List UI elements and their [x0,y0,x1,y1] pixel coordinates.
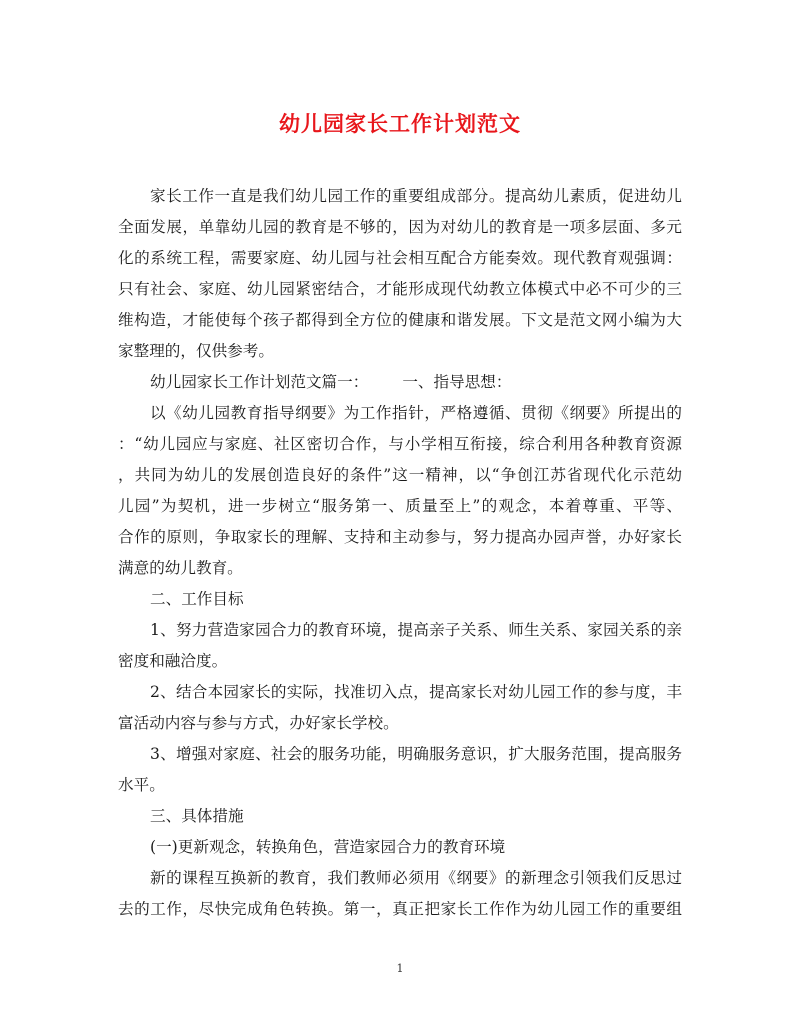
plan-header-line [118,367,682,398]
intro-line: 只有社会、家庭、幼儿园紧密结合，才能形成现代幼教立体模式中必不可少的三 [118,280,682,298]
measures-line: 新的课程互换新的教育，我们教师必须用《纲要》的新理念引领我们反思过 [150,869,682,887]
page-number: 1 [396,962,404,975]
guiding-line: 儿园”为契机，进一步树立“服务第一、质量至上”的观念，本着尊重、平等、 [118,497,682,515]
goal-line: 1、努力营造家园合力的教育环境，提高亲子关系、师生关系、家园关系的亲 [150,621,682,639]
goal-line: 2、结合本园家长的实际，找准切入点，提高家长对幼儿园工作的参与度，丰 [150,683,682,701]
guiding-line: ：“幼儿园应与家庭、社区密切合作，与小学相互衔接，综合利用各种教育资源 [118,435,682,453]
guiding-line: 合作的原则，争取家长的理解、支持和主动参与，努力提高办园声誉，办好家长 [118,528,682,546]
plan-header-label: 幼儿园家长工作计划范文篇一： [150,373,369,391]
guiding-line: 满意的幼儿教育。 [118,559,243,577]
goal-line: 富活动内容与参与方式，办好家长学校。 [118,714,399,732]
intro-line: 全面发展，单靠幼儿园的教育是不够的，因为对幼儿的教育是一项多层面、多元 [118,218,682,236]
guiding-heading: 一、指导思想： [402,373,512,391]
goal-line: 水平。 [118,776,165,794]
intro-line: 化的系统工程，需要家庭、幼儿园与社会相互配合方能奏效。现代教育观强调： [118,249,682,267]
measures-line: 去的工作，尽快完成角色转换。第一，真正把家长工作作为幼儿园工作的重要组 [118,900,682,918]
intro-line: 家整理的，仅供参考。 [118,342,274,360]
guiding-line: ，共同为幼儿的发展创造良好的条件”这一精神，以“争创江苏省现代化示范幼 [118,466,682,484]
intro-line: 维构造，才能使每个孩子都得到全方位的健康和谐发展。下文是范文网小编为大 [118,311,682,329]
measures-heading: 三、具体措施 [150,807,244,825]
measures-subheading: (一)更新观念，转换角色，营造家园合力的教育环境 [150,838,506,856]
document-title: 幼儿园家长工作计划范文 [279,111,521,136]
goals-heading: 二、工作目标 [150,590,244,608]
guiding-line: 以《幼儿园教育指导纲要》为工作指针，严格遵循、贯彻《纲要》所提出的 [150,404,682,422]
intro-line: 家长工作一直是我们幼儿园工作的重要组成部分。提高幼儿素质，促进幼儿 [150,187,682,205]
goal-line: 3、增强对家庭、社会的服务功能，明确服务意识，扩大服务范围，提高服务 [150,745,682,763]
document-body [118,181,682,925]
goal-line: 密度和融洽度。 [118,652,228,670]
